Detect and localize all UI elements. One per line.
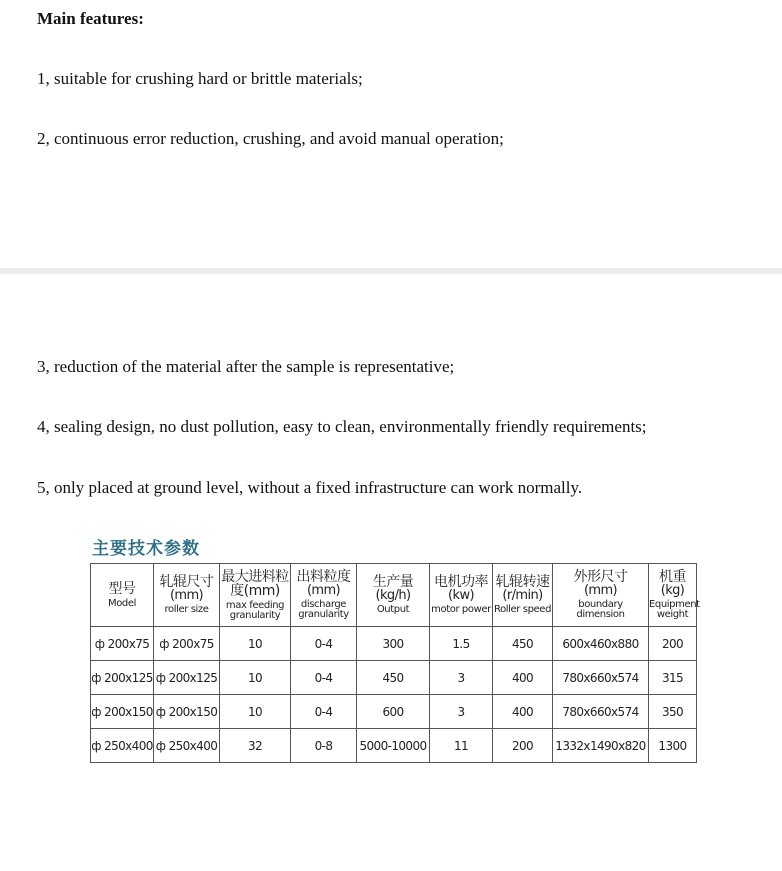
header-weight: 机重 (kg) Equipment weight	[649, 564, 697, 627]
table-cell: 780x660x574	[553, 695, 649, 729]
feature-item: 2, continuous error reduction, crushing, and avoid manual operation;	[37, 129, 504, 148]
table-row	[91, 695, 697, 729]
header-model: 型号 Model	[91, 564, 154, 627]
table-cell: ф 250x400	[91, 729, 154, 763]
table-cell: 315	[649, 661, 697, 695]
feature-item: 3, reduction of the material after the sample is representative;	[37, 357, 455, 376]
table-cell: 10	[220, 627, 291, 661]
table-cell: 3	[430, 695, 493, 729]
table-cell: 10	[220, 695, 291, 729]
section-divider	[0, 268, 782, 274]
spec-table-title: 主要技术参数	[92, 539, 200, 559]
table-cell: 600x460x880	[553, 627, 649, 661]
section-heading: Main features:	[37, 9, 144, 28]
table-cell: 780x660x574	[553, 661, 649, 695]
table-cell: 300	[357, 627, 430, 661]
table-cell: 1.5	[430, 627, 493, 661]
table-cell: 0-4	[291, 695, 357, 729]
header-roller-speed: 轧辊转速 (r/min) Roller speed	[493, 564, 553, 627]
table-cell: 1300	[649, 729, 697, 763]
table-cell: 0-4	[291, 627, 357, 661]
table-cell: 32	[220, 729, 291, 763]
feature-item: 4, sealing design, no dust pollution, easy to clean, environmentally friendly requirements;	[37, 417, 647, 436]
spec-table	[90, 563, 700, 763]
table-cell: 400	[493, 661, 553, 695]
table-cell: ф 200x75	[154, 627, 220, 661]
table-cell: 1332x1490x820	[553, 729, 649, 763]
table-cell: ф 200x75	[91, 627, 154, 661]
feature-item: 1, suitable for crushing hard or brittle materials;	[37, 69, 363, 88]
table-cell: 200	[649, 627, 697, 661]
header-max-feeding: 最大进料粒度(mm) max feeding granularity	[220, 564, 291, 627]
feature-item: 5, only placed at ground level, without a fixed infrastructure can work normally.	[37, 478, 583, 497]
table-cell: 3	[430, 661, 493, 695]
table-cell: 5000-10000	[357, 729, 430, 763]
table-cell: 600	[357, 695, 430, 729]
header-motor-power: 电机功率 (kw) motor power	[430, 564, 493, 627]
header-dimension: 外形尺寸 (mm) boundary dimension	[553, 564, 649, 627]
table-row	[91, 729, 697, 763]
table-cell: 350	[649, 695, 697, 729]
table-cell: ф 200x125	[91, 661, 154, 695]
table-cell: 450	[357, 661, 430, 695]
table-cell: 0-4	[291, 661, 357, 695]
table-cell: ф 200x125	[154, 661, 220, 695]
header-roller-size: 轧辊尺寸 (mm) roller size	[154, 564, 220, 627]
table-row	[91, 627, 697, 661]
table-cell: ф 200x150	[154, 695, 220, 729]
table-cell: 450	[493, 627, 553, 661]
table-cell: ф 200x150	[91, 695, 154, 729]
table-cell: 10	[220, 661, 291, 695]
header-output: 生产量 (kg/h) Output	[357, 564, 430, 627]
table-row	[91, 661, 697, 695]
table-cell: ф 250x400	[154, 729, 220, 763]
table-cell: 11	[430, 729, 493, 763]
table-cell: 400	[493, 695, 553, 729]
table-cell: 0-8	[291, 729, 357, 763]
table-cell: 200	[493, 729, 553, 763]
header-discharge: 出料粒度 (mm) discharge granularity	[291, 564, 357, 627]
table-header-row	[91, 564, 697, 627]
